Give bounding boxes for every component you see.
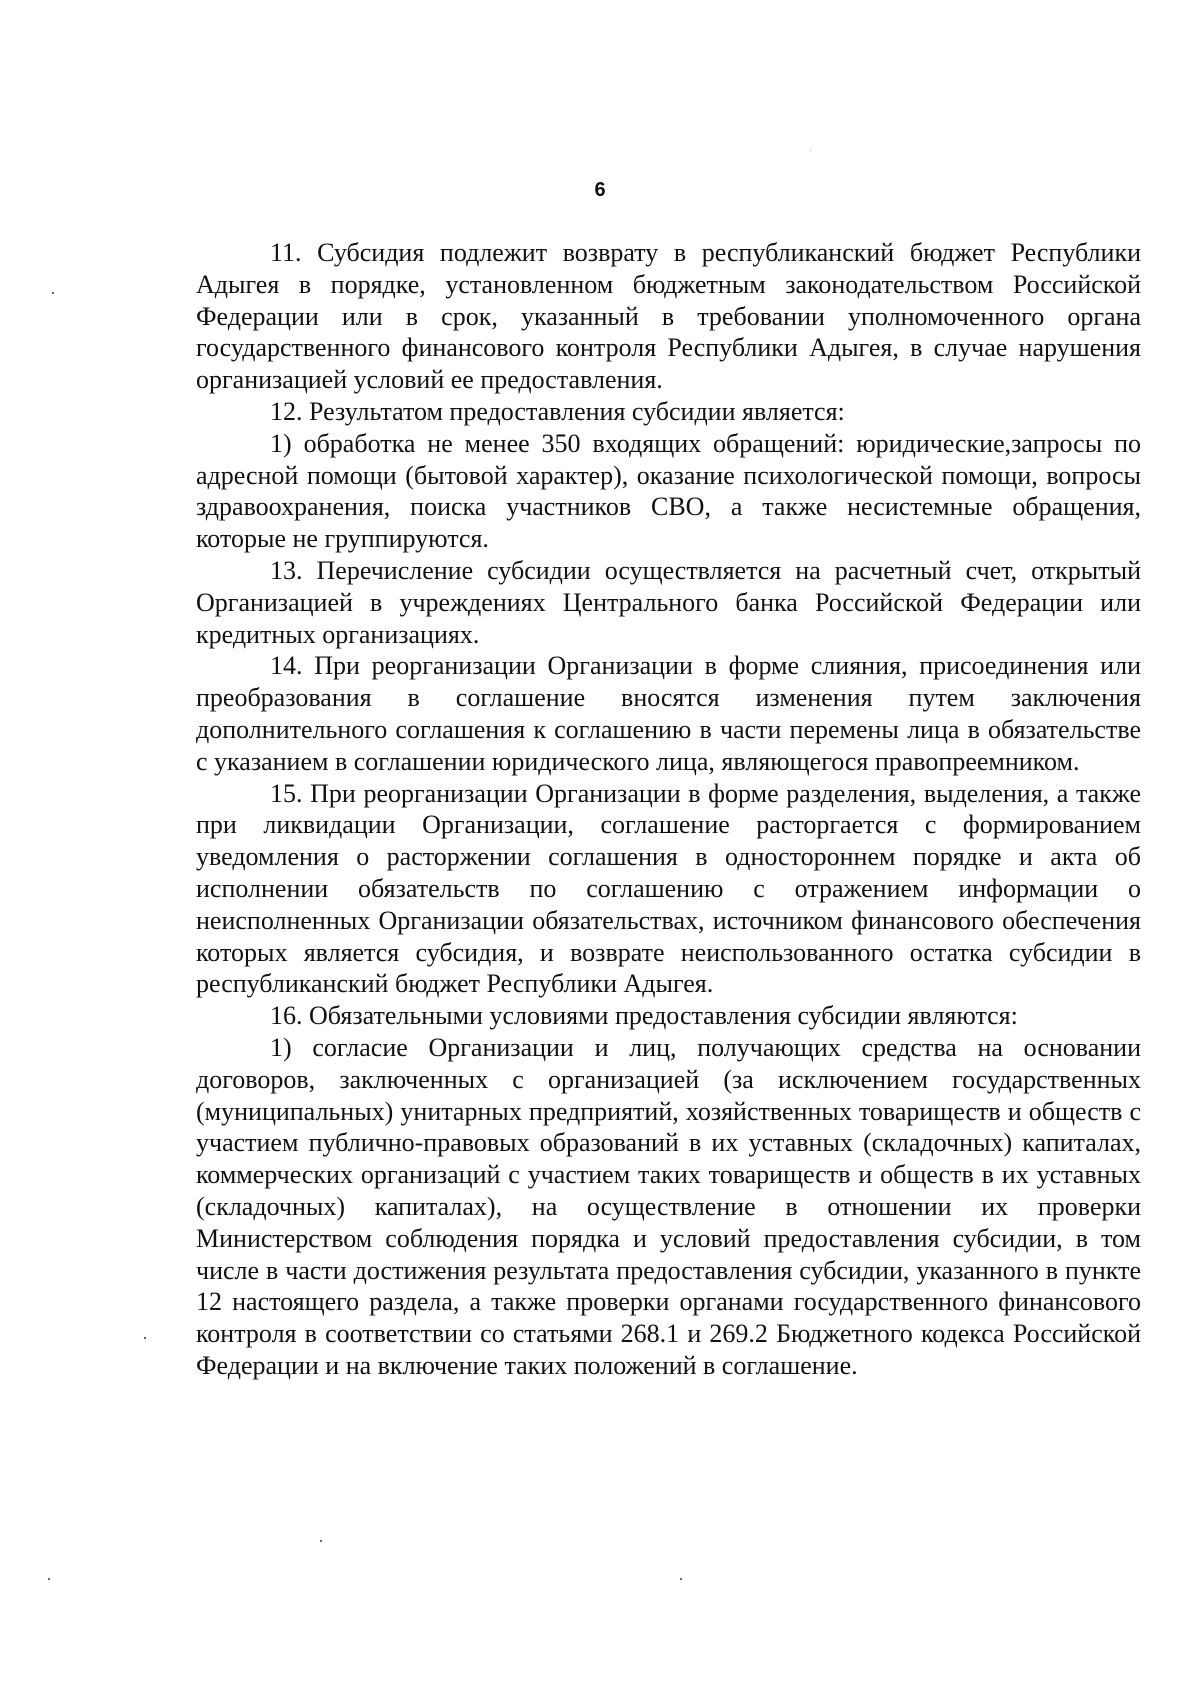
document-body bbox=[196, 237, 1141, 1382]
scan-speck bbox=[680, 1578, 682, 1580]
scan-speck bbox=[144, 1337, 146, 1339]
paragraph-13: 13. Перечисление субсидии осуществляется на расчетный счет, открытый Организацией в учреждениях Центрального банка Российской Федерации или кредитных организациях. bbox=[196, 555, 1141, 649]
scan-speck bbox=[48, 1578, 50, 1580]
paragraph-16: 16. Обязательными условиями предоставления субсидии являются: bbox=[270, 1001, 1018, 1031]
paragraph-15: 15. При реорганизации Организации в форме разделения, выделения, а также при ликвидации Организации, соглашение расторгается с формированием уведомления о расторжении соглашения в одностороннем порядке и акта об исполнении обязательств по соглашению с отражением информации о неисполненных Организации обязательствах, источником финансового обеспечения которых является субсидия, и возврате неиспользованного остатка субсидии в республиканский бюджет Республики Адыгея. bbox=[196, 778, 1141, 999]
paragraph-11: 11. Субсидия подлежит возврату в республиканский бюджет Республики Адыгея в порядке, установленном бюджетным законодательством Российской Федерации или в срок, указанный в требовании уполномоченного органа государственного финансового контроля Республики Адыгея, в случае нарушения организацией условий ее предоставления. bbox=[196, 238, 1141, 395]
paragraph-16-item-1: 1) согласие Организации и лиц, получающих средства на основании договоров, заключенных с организацией (за исключением государственных (муниципальных) унитарных предприятий, хозяйственных товариществ и обществ с участием публично-правовых образований в их уставных (складочных) капиталах, коммерческих организаций с участием таких товариществ и обществ в их уставных (складочных) капиталах), на осуществление в отношении их проверки Министерством соблюдения порядка и условий предоставления субсидии, в том числе в части достижения результата предоставления субсидии, указанного в пункте 12 настоящего раздела, а также проверки органами государственного финансового контроля в соответствии со статьями 268.1 и 269.2 Бюджетного кодекса Российской Федерации и на включение таких положений в соглашение. bbox=[196, 1032, 1141, 1380]
paragraph-14: 14. При реорганизации Организации в форме слияния, присоединения или преобразования в соглашение вносятся изменения путем заключения дополнительного соглашения к соглашению в части перемены лица в обязательстве с указанием в соглашении юридического лица, являющегося правопреемником. bbox=[196, 651, 1141, 776]
scan-speck bbox=[320, 1540, 322, 1542]
paragraph-12-item-1: 1) обработка не менее 350 входящих обращений: юридические,запросы по адресной помощи (бытовой характер), оказание психологической помощи, вопросы здравоохранения, поиска участников СВО, а также несистемные обращения, которые не группируются. bbox=[196, 428, 1141, 554]
scan-speck bbox=[810, 150, 811, 151]
scan-speck bbox=[52, 292, 54, 294]
paragraph-12: 12. Результатом предоставления субсидии является: bbox=[270, 396, 845, 426]
page-number: 6 bbox=[594, 179, 606, 201]
